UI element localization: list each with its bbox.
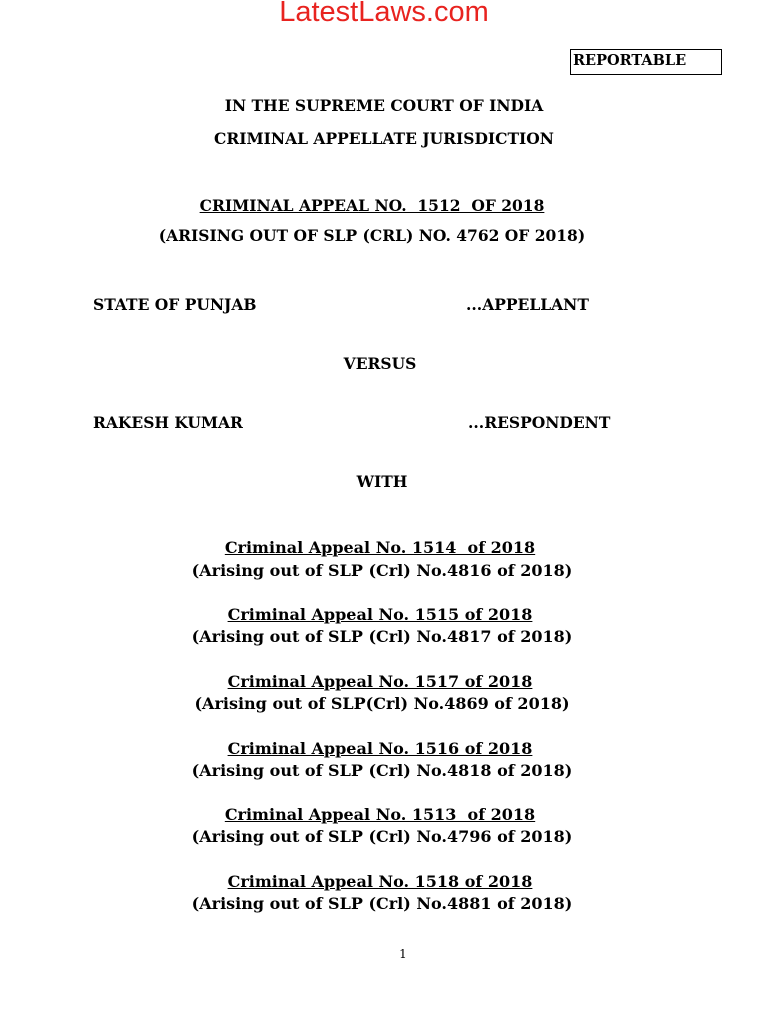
connected-appeal-title: Criminal Appeal No. 1518 of 2018 bbox=[227, 872, 533, 891]
watermark-logo: LatestLaws.com bbox=[279, 0, 489, 28]
court-name: IN THE SUPREME COURT OF INDIA bbox=[224, 96, 544, 115]
with-label: WITH bbox=[356, 472, 408, 491]
appellant-name: STATE OF PUNJAB bbox=[93, 295, 257, 314]
respondent-role: ...RESPONDENT bbox=[468, 413, 611, 432]
main-appeal-arising: (ARISING OUT OF SLP (CRL) NO. 4762 OF 2018) bbox=[158, 226, 586, 245]
respondent-name: RAKESH KUMAR bbox=[93, 413, 243, 432]
connected-appeal-arising: (Arising out of SLP (Crl) No.4818 of 2018) bbox=[191, 761, 573, 780]
connected-appeal-arising: (Arising out of SLP(Crl) No.4869 of 2018) bbox=[194, 694, 570, 713]
connected-appeal-title: Criminal Appeal No. 1516 of 2018 bbox=[227, 739, 533, 758]
main-appeal-title: CRIMINAL APPEAL NO. 1512 OF 2018 bbox=[199, 196, 545, 215]
versus-label: VERSUS bbox=[343, 354, 417, 373]
connected-appeal-arising: (Arising out of SLP (Crl) No.4796 of 2018) bbox=[191, 827, 573, 846]
appellant-role: ...APPELLANT bbox=[466, 295, 589, 314]
connected-appeal-title: Criminal Appeal No. 1517 of 2018 bbox=[227, 672, 533, 691]
connected-appeal-title: Criminal Appeal No. 1515 of 2018 bbox=[227, 605, 533, 624]
connected-appeal-arising: (Arising out of SLP (Crl) No.4816 of 2018) bbox=[191, 561, 573, 580]
court-jurisdiction: CRIMINAL APPELLATE JURISDICTION bbox=[214, 129, 554, 148]
connected-appeal-arising: (Arising out of SLP (Crl) No.4881 of 2018) bbox=[191, 894, 573, 913]
reportable-box: REPORTABLE bbox=[570, 49, 722, 75]
page-number: 1 bbox=[399, 947, 407, 961]
connected-appeal-arising: (Arising out of SLP (Crl) No.4817 of 2018) bbox=[191, 627, 573, 646]
connected-appeal-title: Criminal Appeal No. 1514 of 2018 bbox=[224, 538, 536, 557]
connected-appeal-title: Criminal Appeal No. 1513 of 2018 bbox=[224, 805, 536, 824]
